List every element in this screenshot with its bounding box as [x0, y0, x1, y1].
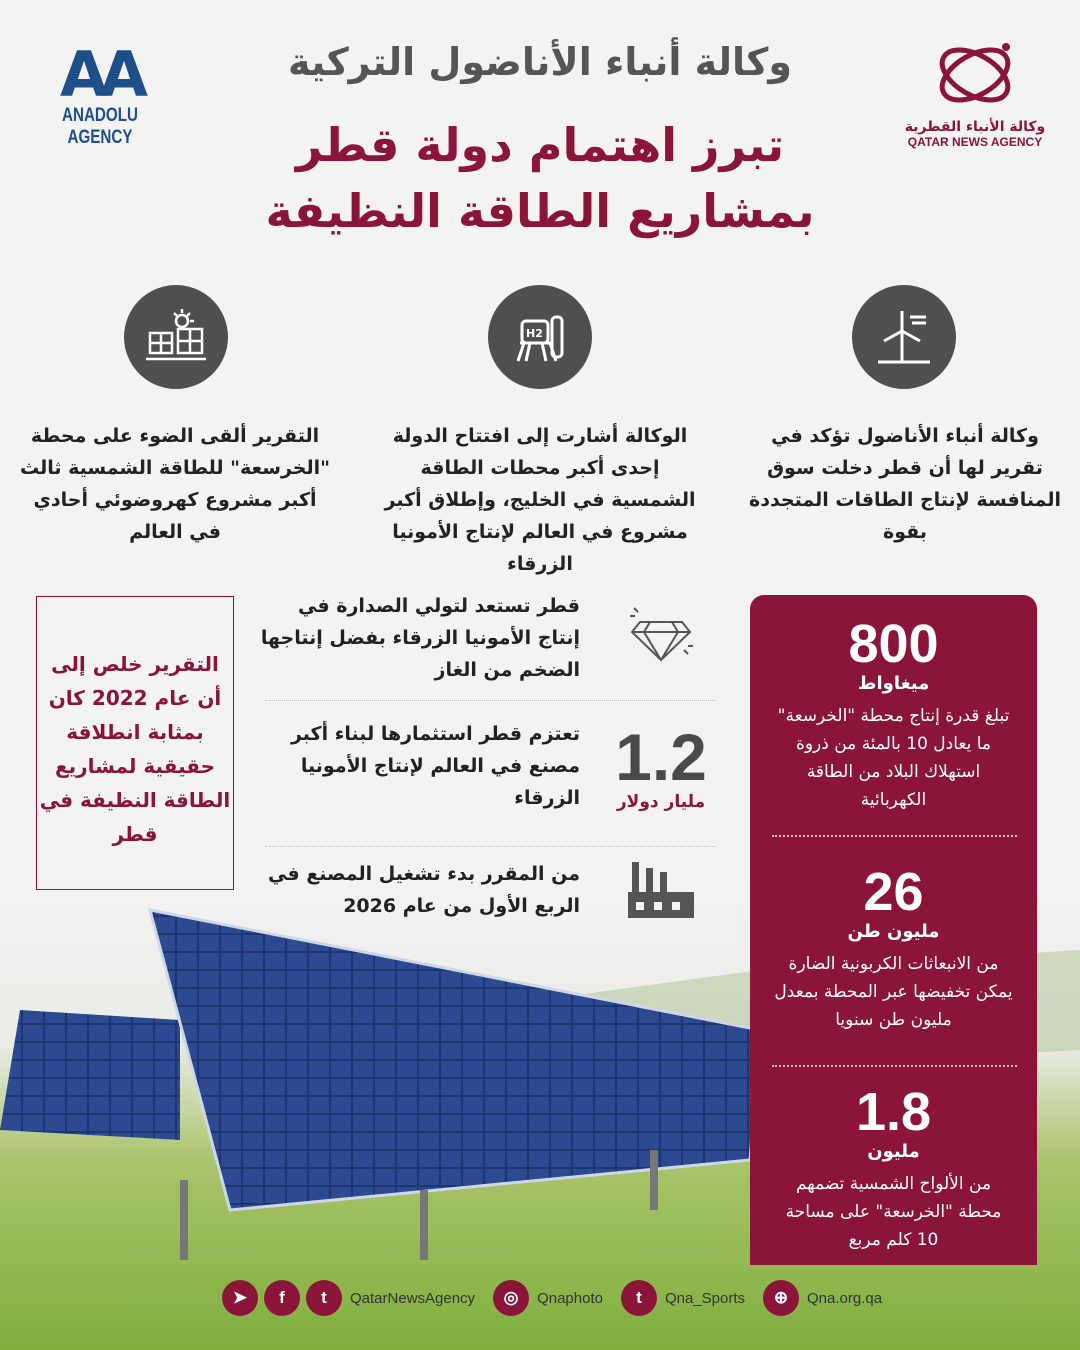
wind-turbine-icon — [852, 285, 956, 389]
middle-text-1: قطر تستعد لتولي الصدارة في إنتاج الأمونيا الزرقاء بفضل إنتاجها الضخم من الغاز — [260, 595, 580, 681]
svg-text:H2: H2 — [526, 327, 543, 340]
headline-line-1: تبرز اهتمام دولة قطر — [295, 118, 785, 172]
anadolu-mark: AA — [60, 38, 140, 111]
hydrogen-plant-icon — [488, 285, 592, 389]
solar-panel-icon — [124, 285, 228, 389]
divider — [265, 846, 715, 847]
twitter-icon[interactable]: t — [306, 1280, 342, 1316]
globe-icon[interactable]: ⊕ — [763, 1280, 799, 1316]
anadolu-name: ANADOLU AGENCY — [62, 105, 138, 148]
investment-value: 1.2 — [615, 720, 707, 794]
divider — [772, 1065, 1017, 1067]
anadolu-agency-logo — [30, 38, 170, 149]
stat-emissions — [750, 863, 1037, 1034]
stat-unit: ميغاواط — [857, 673, 930, 694]
stat-value: 26 — [863, 862, 924, 922]
divider — [772, 835, 1017, 837]
stat-value: 800 — [848, 614, 939, 674]
instagram-icon[interactable]: ◎ — [493, 1280, 529, 1316]
telegram-icon[interactable]: ➤ — [222, 1280, 258, 1316]
qna-emblem-icon — [930, 35, 1020, 115]
middle-text-3: من المقرر بدء تشغيل المصنع في الربع الأول من عام 2026 — [268, 863, 580, 917]
middle-text-2: تعتزم قطر استثمارها لبناء أكبر مصنع في العالم لإنتاج الأمونيا الزرقاء — [290, 723, 580, 809]
stats-panel — [750, 595, 1037, 1265]
qna-name-en: QATAR NEWS AGENCY — [907, 135, 1043, 149]
facebook-icon[interactable]: f — [264, 1280, 300, 1316]
divider — [265, 700, 715, 701]
conclusion-quote: التقرير خلص إلى أن عام 2022 كان بمثابة انطلاقة حقيقية لمشاريع الطاقة النظيفة في قطر — [36, 596, 234, 890]
headline — [200, 112, 880, 244]
stat-desc: تبلغ قدرة إنتاج محطة "الخرسعة" ما يعادل 10 بالمئة من ذروة استهلاك البلاد من الطاقة الكهربائية — [777, 706, 1010, 810]
twitter-icon[interactable]: t — [621, 1280, 657, 1316]
stat-unit: مليون طن — [847, 921, 940, 942]
social-footer — [222, 1280, 894, 1316]
column-text-2: الوكالة أشارت إلى افتتاح الدولة إحدى أكبر محطات الطاقة الشمسية في الخليج، وإطلاق أكبر مشروع في العالم لإنتاج الأمونيا الزرقاء — [384, 425, 696, 575]
handle-link[interactable]: QatarNewsAgency — [350, 1289, 476, 1307]
stat-desc: من الانبعاثات الكربونية الضارة يمكن تخفيضها عبر المحطة بمعدل مليون طن سنويا — [774, 954, 1013, 1030]
instagram-link[interactable]: Qnaphoto — [537, 1289, 603, 1307]
agency-line: وكالة أنباء الأناضول التركية — [288, 40, 792, 84]
stat-value: 1.8 — [855, 1082, 932, 1142]
factory-icon — [626, 858, 696, 924]
diamond-icon — [628, 604, 694, 668]
stat-unit: مليون — [867, 1141, 920, 1162]
stat-panels — [750, 1083, 1037, 1254]
twitter-sports-link[interactable]: Qna_Sports — [664, 1289, 745, 1307]
headline-line-2: بمشاريع الطاقة النظيفة — [265, 184, 815, 238]
qna-name-ar: وكالة الأنباء القطرية — [904, 119, 1046, 135]
investment-unit: مليار دولار — [616, 792, 706, 812]
stat-capacity — [750, 615, 1037, 814]
qna-logo — [900, 35, 1050, 149]
stat-desc: من الألواح الشمسية تضمهم محطة "الخرسعة" على مساحة 10 كلم مربع — [785, 1174, 1002, 1250]
website-link[interactable]: Qna.org.qa — [807, 1289, 883, 1307]
column-text-1: وكالة أنباء الأناضول تؤكد في تقرير لها أن قطر دخلت سوق المنافسة لإنتاج الطاقات المتجددة بقوة — [748, 425, 1061, 543]
column-text-3: التقرير ألقى الضوء على محطة "الخرسعة" للطاقة الشمسية ثالث أكبر مشروع كهروضوئي أحادي في العالم — [19, 425, 331, 543]
investment-stat — [606, 722, 716, 812]
